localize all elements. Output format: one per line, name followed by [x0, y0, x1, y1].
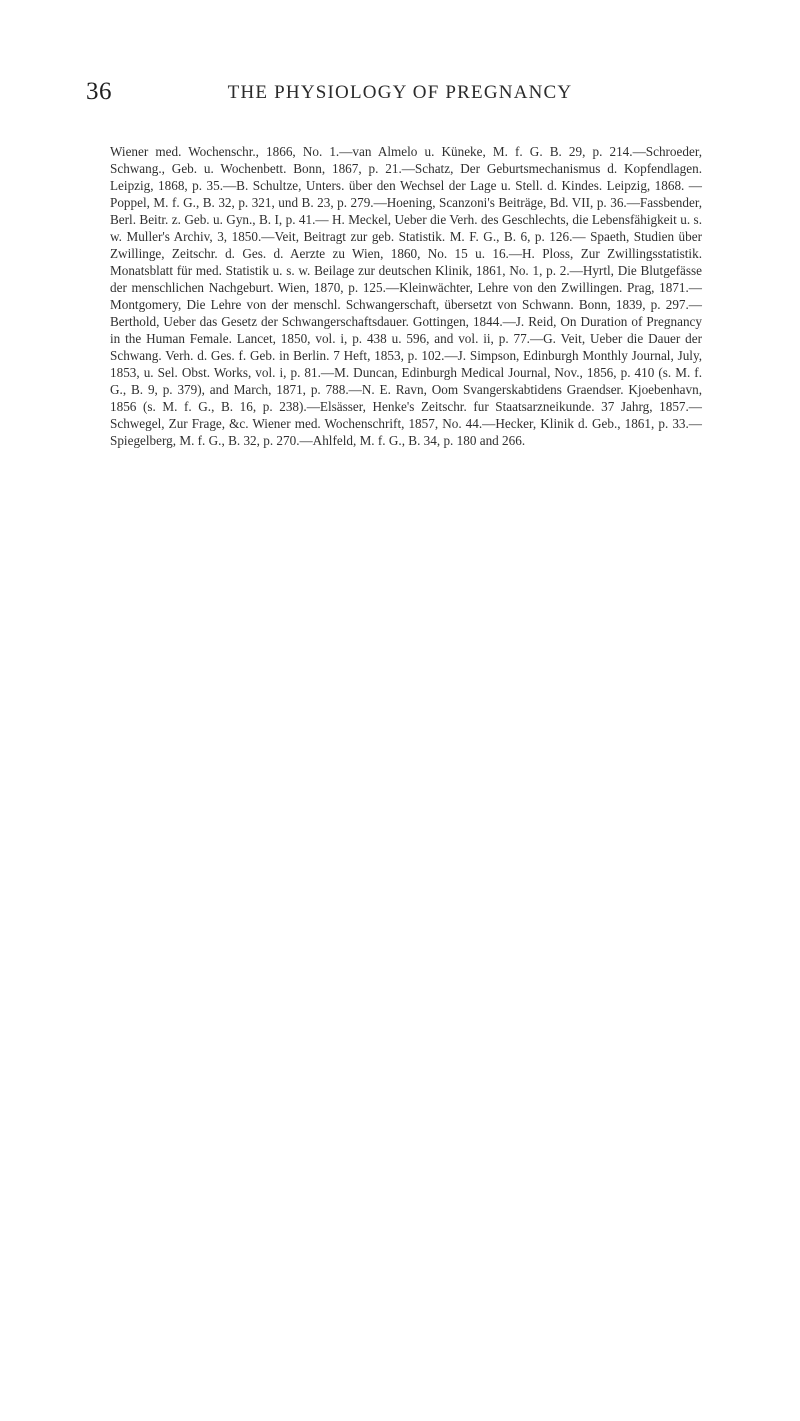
running-title: THE PHYSIOLOGY OF PREGNANCY: [227, 82, 573, 103]
page-header: [86, 78, 714, 118]
page-number: 36: [86, 78, 112, 105]
reference-list: [110, 143, 702, 449]
reference-paragraph: Wiener med. Wochenschr., 1866, No. 1.—van Almelo u. Küneke, M. f. G. B. 29, p. 214.—Schroeder, Schwang., Geb. u. Wochenbett. Bonn, 1867, p. 21.—Schatz, Der Geburtsmechanismus d. Kopfendlagen. Leipzig, 1868, p. 35.—B. Schultze, Unters. über den Wechsel der Lage u. Stell. d. Kindes. Leipzig, 1868. —Poppel, M. f. G., B. 32, p. 321, und B. 23, p. 279.—Hoening, Scanzoni's Beiträge, Bd. VII, p. 36.—Fassbender, Berl. Beitr. z. Geb. u. Gyn., B. I, p. 41.— H. Meckel, Ueber die Verh. des Geschlechts, die Lebensfähigkeit u. s. w. Muller's Archiv, 3, 1850.—Veit, Beitragt zur geb. Statistik. M. F. G., B. 6, p. 126.— Spaeth, Studien über Zwillinge, Zeitschr. d. Ges. d. Aerzte zu Wien, 1860, No. 15 u. 16.—H. Ploss, Zur Zwillingsstatistik. Monatsblatt für med. Statistik u. s. w. Beilage zur deutschen Klinik, 1861, No. 1, p. 2.—Hyrtl, Die Blutgefässe der menschlichen Nachgeburt. Wien, 1870, p. 125.—Kleinwächter, Lehre von den Zwillingen. Prag, 1871.—Montgomery, Die Lehre von der menschl. Schwangerschaft, übersetzt von Schwann. Bonn, 1839, p. 297.—Berthold, Ueber das Gesetz der Schwangerschaftsdauer. Gottingen, 1844.—J. Reid, On Duration of Pregnancy in the Human Female. Lancet, 1850, vol. i, p. 438 u. 596, and vol. ii, p. 77.—G. Veit, Ueber die Dauer der Schwang. Verh. d. Ges. f. Geb. in Berlin. 7 Heft, 1853, p. 102.—J. Simpson, Edinburgh Monthly Journal, July, 1853, u. Sel. Obst. Works, vol. i, p. 81.—M. Duncan, Edinburgh Medical Journal, Nov., 1856, p. 410 (s. M. f. G., B. 9, p. 379), and March, 1871, p. 788.—N. E. Ravn, Oom Svangerskabtidens Graendser. Kjoebenhavn, 1856 (s. M. f. G., B. 16, p. 238).—Elsässer, Henke's Zeitschr. fur Staatsarzneikunde. 37 Jahrg, 1857.—Schwegel, Zur Frage, &c. Wiener med. Wochenschrift, 1857, No. 44.—Hecker, Klinik d. Geb., 1861, p. 33.—Spiegelberg, M. f. G., B. 32, p. 270.—Ahlfeld, M. f. G., B. 34, p. 180 and 266.: [110, 144, 702, 448]
